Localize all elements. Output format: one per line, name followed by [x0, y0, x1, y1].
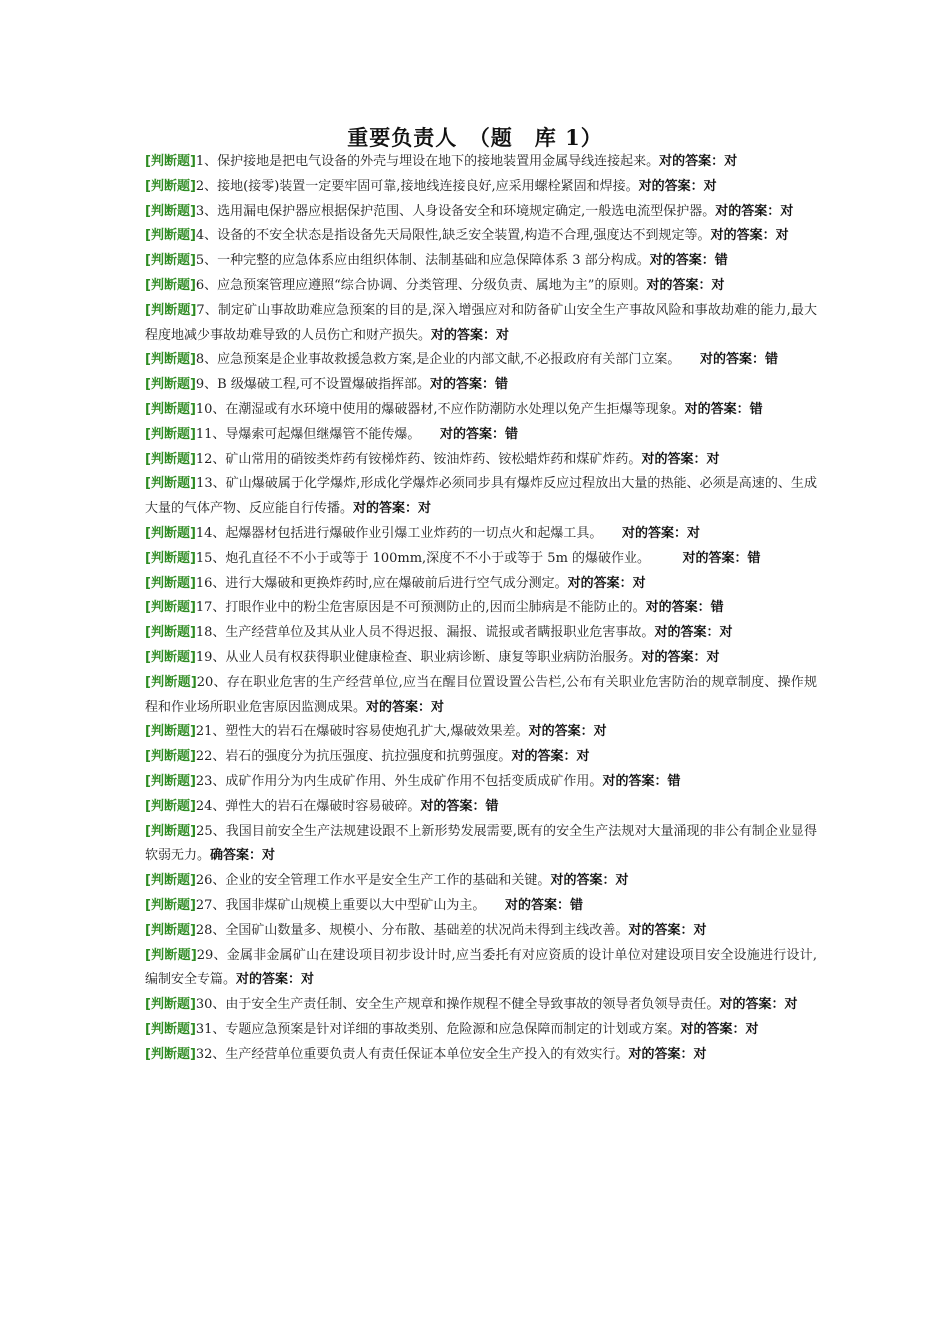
answer-value: 对	[262, 848, 276, 864]
question-text: 28、全国矿山数量多、规模小、分布散、基础差的状况尚未得到主线改善。	[195, 922, 629, 938]
question-text: 27、我国非煤矿山规模上重要以大中型矿山为主。	[195, 897, 505, 913]
answer-label: 对的答案：	[621, 525, 687, 541]
answer-label: 对的答案：	[550, 873, 616, 889]
answer-label: 对的答案：	[420, 798, 486, 814]
question-text: 17、打眼作业中的粉尘危害原因是不可预测防止的,因而尘肺病是不能防止的。	[195, 600, 646, 616]
question-text: 20、存在职业危害的生产经营单位,应当在醒目位置设置公告栏,公布有关职业危害防治的规章制度、操作规程和作业场所职业危害原因监测成果。	[145, 674, 817, 715]
question-text: 11、导爆索可起爆但继爆管不能传爆。	[195, 426, 440, 442]
answer-label: 对的答案：	[353, 501, 419, 517]
question-text: 4、设备的不安全状态是指设备先天局限性,缺乏安全装置,构造不合理,强度达不到规定等。	[195, 228, 711, 244]
answer-value: 对	[632, 575, 646, 591]
question-type-tag: [判断题]	[145, 352, 196, 368]
answer-value: 对	[693, 922, 707, 938]
answer-value: 错	[485, 798, 499, 814]
answer-value: 对	[418, 501, 432, 517]
question-item	[145, 448, 817, 473]
question-type-tag: [判断题]	[145, 228, 196, 244]
answer-label: 对的答案：	[431, 327, 497, 343]
answer-value: 对	[706, 451, 720, 467]
question-type-tag: [判断题]	[145, 947, 197, 963]
question-text: 6、应急预案管理应遵照“综合协调、分类管理、分级负责、属地为主”的原则。	[195, 277, 647, 293]
question-text: 15、炮孔直径不不小于或等于 100mm,深度不不小于或等于 5m 的爆破作业。	[195, 550, 683, 566]
question-type-tag: [判断题]	[145, 253, 196, 269]
question-type-tag: [判断题]	[145, 178, 196, 194]
question-type-tag: [判断题]	[145, 277, 196, 293]
answer-label: 对的答案：	[659, 154, 725, 169]
question-type-tag: [判断题]	[145, 575, 196, 591]
question-text: 5、一种完整的应急体系应由组织体制、法制基础和应急保障体系 3 部分构成。	[195, 253, 650, 269]
question-item	[145, 720, 817, 745]
answer-value: 对	[615, 873, 629, 889]
question-text: 23、成矿作用分为内生成矿作用、外生成矿作用不包括变质成矿作用。	[195, 773, 603, 789]
question-text: 12、矿山常用的硝铵类炸药有铵梯炸药、铵油炸药、铵松蜡炸药和煤矿炸药。	[195, 451, 642, 467]
question-text: 2、接地(接零)装置一定要牢固可靠,接地线连接良好,应采用螺栓紧固和焊接。	[195, 178, 639, 194]
question-type-tag: [判断题]	[145, 401, 196, 417]
question-item	[145, 596, 817, 621]
question-type-tag: [判断题]	[145, 154, 196, 169]
answer-value: 对	[686, 525, 700, 541]
question-item	[145, 820, 817, 870]
question-text: 7、制定矿山事故助难应急预案的目的是,深入增强应对和防备矿山安全生产事故风险和事故劫难的能力,最大程度地减少事故劫难导致的人员伤亡和财产损失。	[145, 302, 817, 343]
question-type-tag: [判断题]	[145, 649, 196, 665]
question-type-tag: [判断题]	[145, 302, 197, 318]
question-item	[145, 869, 817, 894]
answer-value: 错	[667, 773, 681, 789]
answer-value: 对	[496, 327, 510, 343]
answer-value: 错	[710, 600, 724, 616]
answer-label: 对的答案：	[511, 749, 577, 765]
answer-label: 对的答案：	[682, 550, 748, 566]
answer-value: 对	[431, 699, 445, 715]
question-item	[145, 373, 817, 398]
question-item	[145, 894, 817, 919]
question-item	[145, 224, 817, 249]
question-type-tag: [判断题]	[145, 922, 196, 938]
question-type-tag: [判断题]	[145, 426, 196, 442]
question-text: 8、应急预案是企业事故救援急救方案,是企业的内部文献,不必报政府有关部门立案。	[195, 352, 700, 368]
answer-label: 对的答案：	[602, 773, 668, 789]
question-type-tag: [判断题]	[145, 550, 196, 566]
answer-value: 对	[703, 178, 717, 194]
answer-label: 对的答案：	[654, 625, 720, 641]
answer-value: 对	[775, 228, 789, 244]
question-item	[145, 274, 817, 299]
question-text: 18、生产经营单位及其从业人员不得迟报、漏报、谎报或者瞒报职业危害事故。	[195, 625, 655, 641]
answer-value: 对	[593, 724, 607, 740]
answer-label: 对的答案：	[528, 724, 594, 740]
question-text: 22、岩石的强度分为抗压强度、抗拉强度和抗剪强度。	[195, 749, 512, 765]
answer-label: 对的答案：	[236, 972, 302, 988]
answer-label: 对的答案：	[684, 401, 750, 417]
question-type-tag: [判断题]	[145, 674, 197, 690]
question-type-tag: [判断题]	[145, 203, 196, 219]
answer-value: 对	[301, 972, 315, 988]
question-text: 21、塑性大的岩石在爆破时容易使炮孔扩大,爆破效果差。	[195, 724, 529, 740]
answer-value: 对	[724, 154, 738, 169]
answer-label: 对的答案：	[641, 451, 707, 467]
question-text: 16、进行大爆破和更换炸药时,应在爆破前后进行空气成分测定。	[195, 575, 568, 591]
answer-value: 错	[495, 377, 509, 393]
question-type-tag: [判断题]	[145, 724, 196, 740]
question-item	[145, 646, 817, 671]
question-text: 25、我国目前安全生产法规建设跟不上新形势发展需要,既有的安全生产法规对大量涌现的非公有制企业显得软弱无力。	[145, 823, 817, 864]
question-item	[145, 621, 817, 646]
question-item	[145, 944, 817, 994]
answer-label: 对的答案：	[641, 649, 707, 665]
question-item	[145, 572, 817, 597]
question-type-tag: [判断题]	[145, 873, 196, 889]
question-list	[145, 150, 817, 1067]
answer-value: 对	[784, 997, 798, 1013]
answer-label: 对的答案：	[366, 699, 432, 715]
question-text: 13、矿山爆破属于化学爆炸,形成化学爆炸必须同步具有爆炸反应过程放出大量的热能、必须是高速的、生成大量的气体产物、反应能自行传播。	[145, 476, 817, 517]
question-type-tag: [判断题]	[145, 798, 196, 814]
question-item	[145, 175, 817, 200]
answer-label: 对的答案：	[628, 922, 694, 938]
answer-value: 对	[706, 649, 720, 665]
question-item	[145, 770, 817, 795]
question-type-tag: [判断题]	[145, 525, 196, 541]
question-type-tag: [判断题]	[145, 377, 196, 393]
question-text: 24、弹性大的岩石在爆破时容易破碎。	[195, 798, 421, 814]
answer-value: 对	[693, 1046, 707, 1062]
answer-label: 对的答案：	[649, 253, 715, 269]
answer-label: 对的答案：	[638, 178, 704, 194]
question-type-tag: [判断题]	[145, 997, 196, 1013]
question-item	[145, 671, 817, 721]
question-type-tag: [判断题]	[145, 897, 196, 913]
question-type-tag: [判断题]	[145, 451, 196, 467]
question-text: 32、生产经营单位重要负责人有责任保证本单位安全生产投入的有效实行。	[195, 1046, 629, 1062]
question-item	[145, 150, 817, 175]
answer-value: 错	[764, 352, 778, 368]
answer-value: 对	[711, 277, 725, 293]
question-text: 10、在潮湿或有水环境中使用的爆破器材,不应作防潮防水处理以免产生拒爆等现象。	[195, 401, 685, 417]
question-text: 31、专题应急预案是针对详细的事故类别、危险源和应急保障而制定的计划或方案。	[195, 1021, 681, 1037]
answer-label: 对的答案：	[710, 228, 776, 244]
question-text: 9、B 级爆破工程,可不设置爆破指挥部。	[195, 377, 430, 393]
question-text: 26、企业的安全管理工作水平是安全生产工作的基础和关键。	[195, 873, 551, 889]
question-type-tag: [判断题]	[145, 773, 196, 789]
question-type-tag: [判断题]	[145, 625, 196, 641]
question-item	[145, 398, 817, 423]
question-item	[145, 249, 817, 274]
question-item	[145, 919, 817, 944]
answer-label: 对的答案：	[719, 997, 785, 1013]
question-type-tag: [判断题]	[145, 600, 196, 616]
answer-value: 错	[747, 550, 761, 566]
answer-label: 对的答案：	[567, 575, 633, 591]
answer-label: 对的答案：	[699, 352, 765, 368]
answer-label: 确答案：	[210, 848, 263, 864]
question-type-tag: [判断题]	[145, 1021, 196, 1037]
question-item	[145, 299, 817, 349]
answer-value: 对	[719, 625, 733, 641]
answer-value: 错	[504, 426, 518, 442]
answer-value: 错	[749, 401, 763, 417]
question-type-tag: [判断题]	[145, 476, 197, 492]
answer-value: 对	[780, 203, 794, 219]
question-item	[145, 993, 817, 1018]
answer-label: 对的答案：	[715, 203, 781, 219]
question-item	[145, 745, 817, 770]
question-item	[145, 200, 817, 225]
answer-value: 错	[714, 253, 728, 269]
question-text: 14、起爆器材包括进行爆破作业引爆工业炸药的一切点火和起爆工具。	[195, 525, 622, 541]
answer-value: 对	[576, 749, 590, 765]
question-item	[145, 472, 817, 522]
question-text: 3、选用漏电保护器应根据保护范围、人身设备安全和环境规定确定,一般选电流型保护器。	[195, 203, 716, 219]
question-item	[145, 348, 817, 373]
question-item	[145, 423, 817, 448]
question-item	[145, 1018, 817, 1043]
answer-label: 对的答案：	[504, 897, 570, 913]
question-text: 1、保护接地是把电气设备的外壳与埋设在地下的接地装置用金属导线连接起来。	[195, 154, 660, 169]
question-item	[145, 547, 817, 572]
answer-label: 对的答案：	[429, 377, 495, 393]
answer-label: 对的答案：	[439, 426, 505, 442]
question-type-tag: [判断题]	[145, 1046, 196, 1062]
question-text: 19、从业人员有权获得职业健康检查、职业病诊断、康复等职业病防治服务。	[195, 649, 642, 665]
answer-label: 对的答案：	[645, 600, 711, 616]
answer-label: 对的答案：	[646, 277, 712, 293]
question-item	[145, 522, 817, 547]
page-title: 重要负责人 （题 库 1）	[347, 125, 603, 150]
answer-value: 对	[745, 1021, 759, 1037]
question-item	[145, 795, 817, 820]
question-text: 30、由于安全生产责任制、安全生产规章和操作规程不健全导致事故的领导者负领导责任。	[195, 997, 720, 1013]
question-text: 29、金属非金属矿山在建设项目初步设计时,应当委托有对应资质的设计单位对建设项目安全设施进行设计,编制安全专篇。	[145, 947, 817, 988]
answer-label: 对的答案：	[628, 1046, 694, 1062]
answer-value: 错	[569, 897, 583, 913]
question-item	[145, 1043, 817, 1068]
question-type-tag: [判断题]	[145, 749, 196, 765]
question-type-tag: [判断题]	[145, 823, 197, 839]
answer-label: 对的答案：	[680, 1021, 746, 1037]
